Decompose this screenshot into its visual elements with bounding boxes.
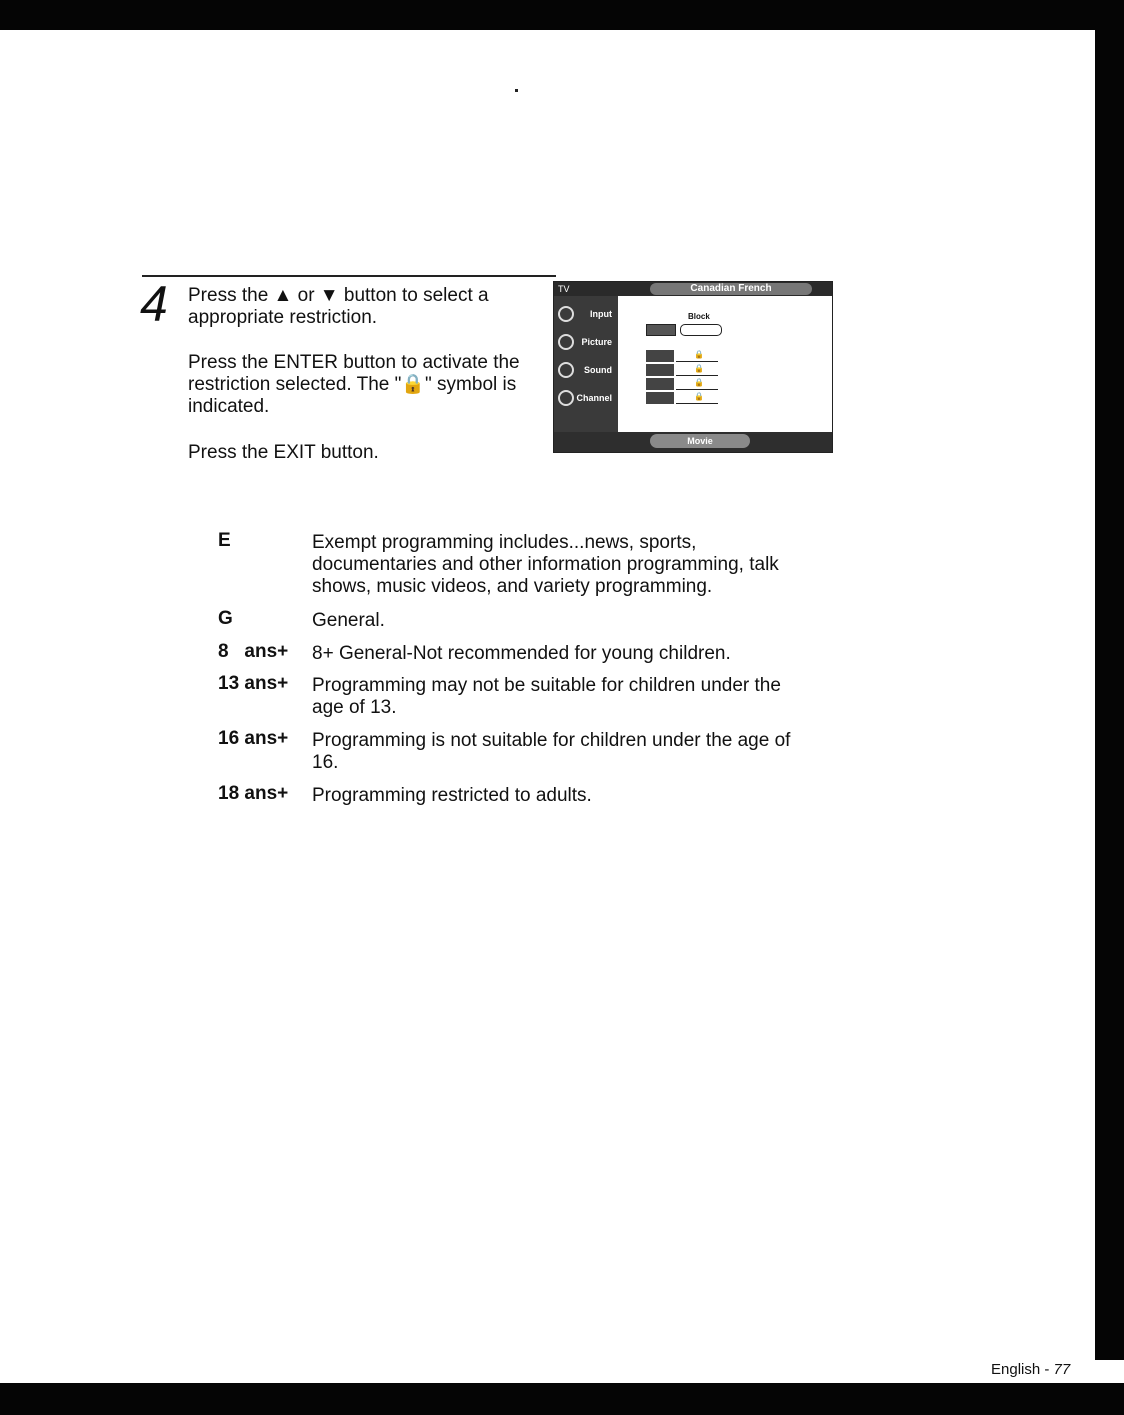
channel-icon <box>558 390 574 406</box>
osd-movie-label: Movie <box>650 434 750 448</box>
right-border <box>1095 30 1124 1360</box>
step-instruction-enter: Press the ENTER button to activate the restriction selected. The "🔒" symbol is indicated. <box>188 352 520 417</box>
lock-icon: 🔒 <box>694 392 704 401</box>
rating-term-8: 8 ans+ <box>218 641 289 662</box>
scan-speck <box>515 89 518 92</box>
osd-rating-row <box>646 364 718 376</box>
osd-bottom-bar <box>554 432 832 452</box>
osd-title-bar <box>554 282 832 296</box>
osd-rating-row <box>646 392 718 404</box>
rating-desc-8: 8+ General-Not recommended for young children. <box>312 643 731 664</box>
rating-desc-16: Programming is not suitable for children under the age of 16. <box>312 730 791 773</box>
bottom-border <box>0 1383 1124 1415</box>
rating-term-13: 13 ans+ <box>218 673 289 694</box>
picture-icon <box>558 334 574 350</box>
tv-menu-screenshot <box>553 281 833 453</box>
lock-icon: 🔒 <box>694 350 704 359</box>
osd-menu-label: Input <box>590 309 612 319</box>
rating-term-e: E <box>218 530 231 551</box>
step-number: 4 <box>140 276 168 332</box>
rating-term-18: 18 ans+ <box>218 783 289 804</box>
step-instruction-exit: Press the EXIT button. <box>188 442 379 463</box>
sound-icon <box>558 362 574 378</box>
rating-desc-13: Programming may not be suitable for children under the age of 13. <box>312 675 781 718</box>
step-divider <box>142 275 556 277</box>
rating-term-16: 16 ans+ <box>218 728 289 749</box>
page-footer <box>991 1360 1070 1380</box>
osd-tv-tag: TV <box>558 284 570 294</box>
osd-menu-sound <box>556 358 616 382</box>
top-border <box>0 0 1124 30</box>
rating-desc-18: Programming restricted to adults. <box>312 785 592 806</box>
rating-desc-e: Exempt programming includes...news, sports, documentaries and other information programming, talk shows, music videos, and variety programming. <box>312 532 779 597</box>
osd-menu-label: Sound <box>584 365 612 375</box>
osd-tab <box>680 324 722 336</box>
step-instruction-select: Press the ▲ or ▼ button to select a appropriate restriction. <box>188 285 489 328</box>
osd-menu-picture <box>556 330 616 354</box>
osd-menu-label: Channel <box>576 393 612 403</box>
lock-icon: 🔒 <box>694 364 704 373</box>
osd-tab-selected <box>646 324 676 336</box>
osd-title: Canadian French <box>650 283 812 295</box>
osd-rating-row <box>646 350 718 362</box>
osd-sidebar <box>554 296 618 452</box>
rating-term-g: G <box>218 608 233 629</box>
osd-menu-label: Picture <box>581 337 612 347</box>
footer-label: English - <box>991 1361 1054 1378</box>
rating-desc-g: General. <box>312 610 385 631</box>
osd-menu-input <box>556 302 616 326</box>
osd-block-label: Block <box>688 312 710 321</box>
lock-icon: 🔒 <box>694 378 704 387</box>
osd-rating-row <box>646 378 718 390</box>
osd-menu-channel <box>556 386 616 410</box>
input-icon <box>558 306 574 322</box>
page-number: 77 <box>1053 1361 1071 1378</box>
